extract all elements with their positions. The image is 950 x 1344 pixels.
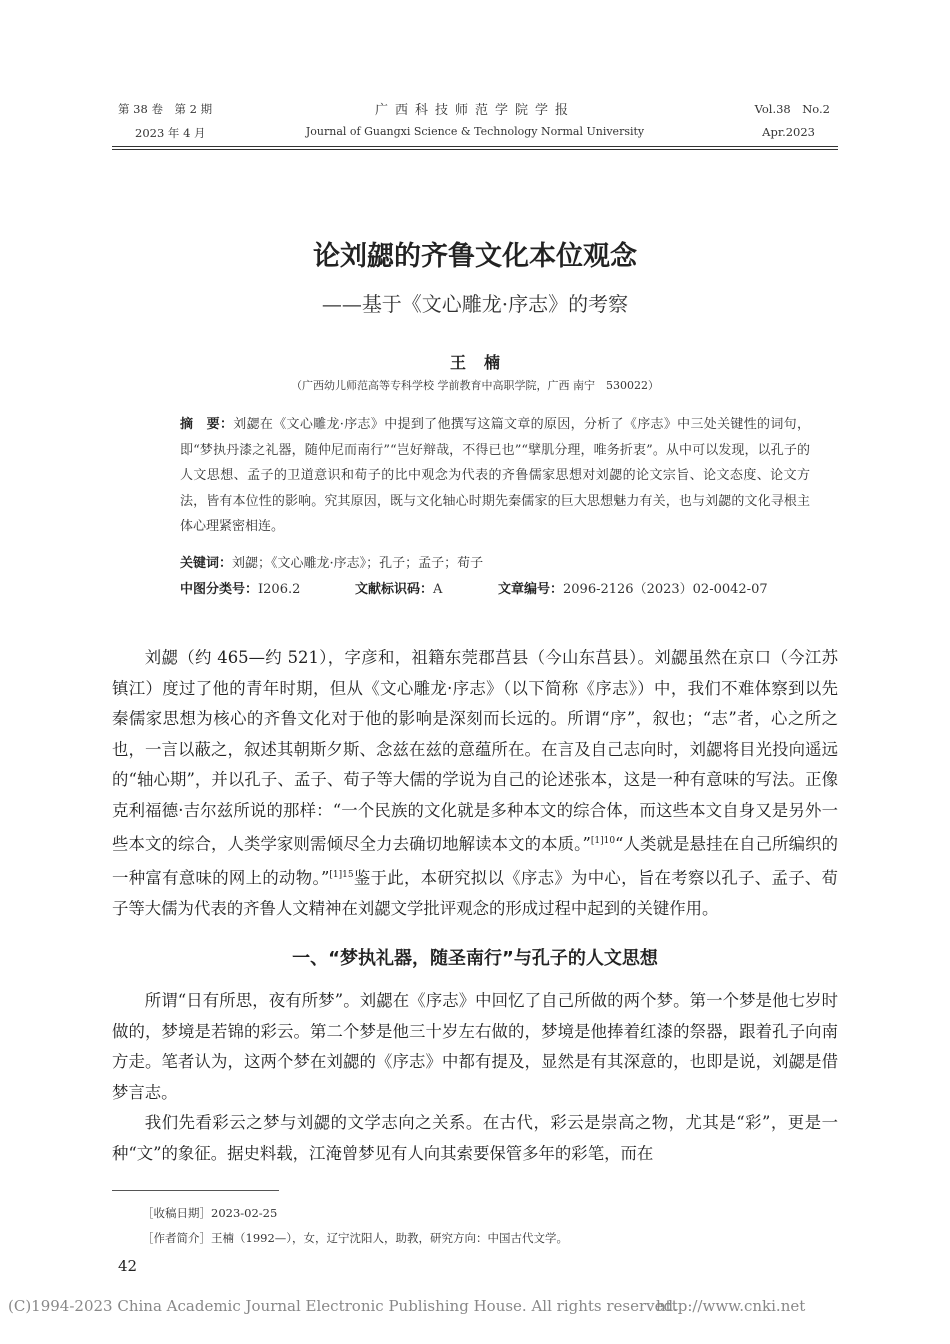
- header-volume-issue: 第 38 卷 第 2 期: [118, 102, 213, 116]
- header-rule-bottom: [112, 149, 838, 150]
- received-value: 2023-02-25: [211, 1206, 278, 1220]
- author-name: 王楠: [449, 353, 518, 372]
- header-vol-no: Vol.38 No.2: [754, 102, 830, 116]
- clc-label: 中图分类号：: [180, 582, 259, 597]
- clc-number: [180, 578, 300, 597]
- header-journal-title-cn: 广西科技师范学院学报: [374, 103, 575, 118]
- header-date: 2023 年 4 月: [135, 126, 206, 140]
- header-rule-top: [112, 146, 838, 147]
- article-number-label: 文章编号：: [498, 582, 564, 597]
- clc-value: I206.2: [258, 582, 301, 597]
- received-label: ［收稿日期］: [142, 1206, 211, 1220]
- author-bio-value: 王楠（1992—），女，辽宁沈阳人，助教，研究方向：中国古代文学。: [211, 1231, 569, 1245]
- keywords-text: 刘勰；《文心雕龙·序志》；孔子；孟子；荀子: [232, 556, 484, 571]
- header-month-year: Apr.2023: [762, 125, 815, 139]
- article-number: [498, 578, 768, 597]
- article-title: 论刘勰的齐鲁文化本位观念: [313, 241, 637, 272]
- header-journal-title-en: Journal of Guangxi Science & Technology Normal University: [305, 125, 645, 138]
- paragraph-cloud-dream: 我们先看彩云之梦与刘勰的文学志向之关系。在古代，彩云是崇高之物，尤其是“彩”，更是一种“文”的象征。据史料载，江淹曾梦见有人向其索要保管多年的彩笔，而在: [112, 1113, 838, 1163]
- paragraph-dreams: 所谓“日有所思，夜有所梦”。刘勰在《序志》中回忆了自己所做的两个梦。第一个梦是他七岁时做的，梦境是若锦的彩云。第二个梦是他三十岁左右做的，梦境是他捧着红漆的祭器，跟着孔子向南方走。笔者认为，这两个梦在刘勰的《序志》中都有提及，显然是有其深意的，也即是说，刘勰是借梦言志。: [112, 991, 838, 1102]
- footnote-rule: [112, 1190, 279, 1191]
- copyright-watermark: (C)1994-2023 China Academic Journal Electronic Publishing House. All rights reserved.: [8, 1297, 678, 1315]
- author-bio-label: ［作者简介］: [142, 1231, 211, 1245]
- cnki-link[interactable]: http://www.cnki.net: [656, 1297, 806, 1315]
- footnote-received: [142, 1205, 277, 1221]
- footnote-author-bio: [142, 1230, 568, 1246]
- abstract-label: 摘 要：: [180, 417, 234, 432]
- keywords-label: 关键词：: [180, 556, 233, 571]
- document-code: [355, 578, 442, 597]
- intro-part-2: “人类就是悬挂在自己所编织的一种富有意味的网上的动物。”: [112, 834, 838, 888]
- section-heading-1: 一、“梦执礼器，随圣南行”与孔子的人文思想: [292, 948, 658, 969]
- article-subtitle: ——基于《文心雕龙·序志》的考察: [321, 292, 629, 316]
- document-code-value: A: [433, 582, 443, 597]
- author-affiliation: （广西幼儿师范高等专科学校 学前教育中高职学院，广西 南宁 530022）: [291, 379, 659, 392]
- body-section-1: [112, 986, 838, 1169]
- intro-part-3: 鉴于此，本研究拟以《序志》为中心，旨在考察以孔子、孟子、荀子等大儒为代表的齐鲁人文精神在刘勰文学批评观念的形成过程中起到的关键作用。: [112, 868, 838, 918]
- intro-part-1: 刘勰（约 465—约 521），字彦和，祖籍东莞郡莒县（今山东莒县）。刘勰虽然在京口（今江苏镇江）度过了他的青年时期，但从《文心雕龙·序志》（以下简称《序志》）中，我们不难体察到以先秦儒家思想为核心的齐鲁文化对于他的影响是深刻而长远的。所谓“序”，叙也；“志”者，心之所之也，一言以蔽之，叙述其朝斯夕斯、念兹在兹的意蕴所在。在言及自己志向时，刘勰将目光投向遥远的“轴心期”，并以孔子、孟子、荀子等大儒的学说为自己的论述张本，这是一种有意味的写法。正像克利福德·吉尔兹所说的那样：“一个民族的文化就是多种本文的综合体，而这些本文自身又是另外一些本文的综合，人类学家则需倾尽全力去确切地解读本文的本质。”: [112, 648, 838, 854]
- abstract-text: 刘勰在《文心雕龙·序志》中提到了他撰写这篇文章的原因，分析了《序志》中三处关键性的词句，即“梦执丹漆之礼器，随仲尼而南行”“岂好辩哉，不得已也”“擘肌分理，唯务折衷”。从中可以发现，以孔子的人文思想、孟子的卫道意识和荀子的比中观念为代表的齐鲁儒家思想对刘勰的论文宗旨、论文态度、论文方法，皆有本位性的影响。究其原因，既与文化轴心时期先秦儒家的巨大思想魅力有关，也与刘勰的文化寻根主体心理紧密相连。: [180, 417, 810, 534]
- citation-ref-2: [1]15: [329, 869, 354, 880]
- page-number: 42: [118, 1257, 138, 1275]
- article-number-value: 2096-2126（2023）02-0042-07: [563, 582, 768, 597]
- citation-ref-1: [1]10: [590, 836, 616, 846]
- keywords: [180, 552, 483, 571]
- body-intro: [112, 643, 838, 924]
- document-code-label: 文献标识码：: [355, 582, 434, 597]
- paragraph-intro: [112, 643, 838, 924]
- abstract: [180, 412, 810, 540]
